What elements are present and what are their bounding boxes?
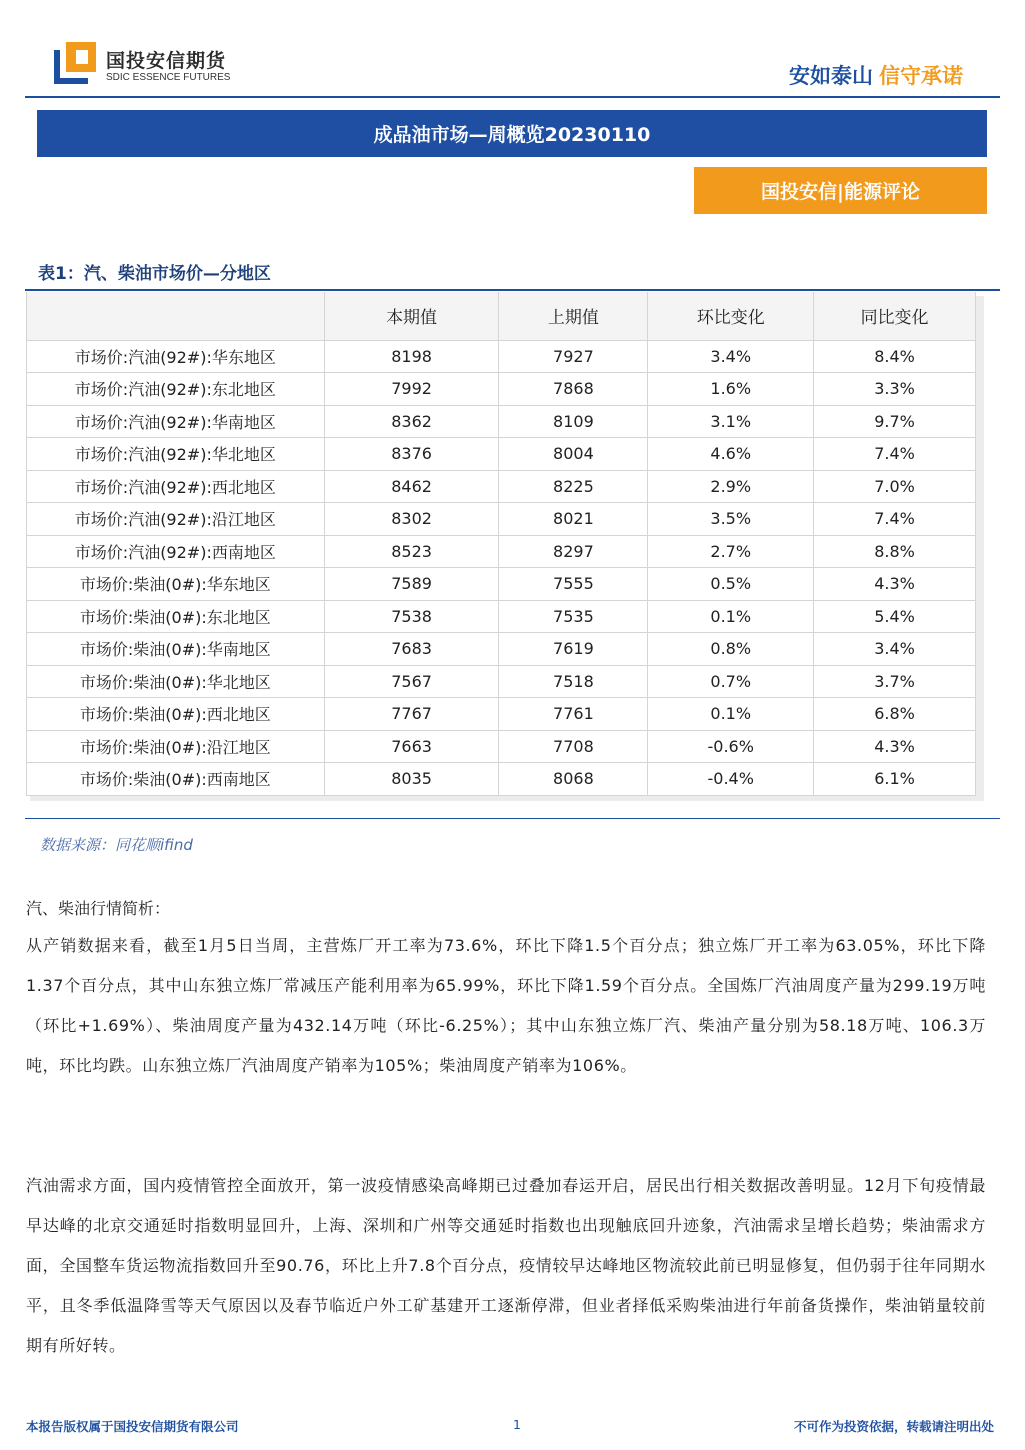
footer-copyright: 本报告版权属于国投安信期货有限公司 <box>26 1419 239 1434</box>
cell-current: 7767 <box>324 698 499 731</box>
table-row <box>27 438 976 471</box>
cell-region: 市场价:汽油(92#):东北地区 <box>27 373 325 406</box>
cell-region: 市场价:柴油(0#):沿江地区 <box>27 730 325 763</box>
cell-current: 8198 <box>324 340 499 373</box>
cell-yoy: 3.4% <box>814 633 976 666</box>
header-cell-wow: 环比变化 <box>648 292 814 340</box>
table-row <box>27 470 976 503</box>
analysis-title: 汽、柴油行情简析： <box>26 899 171 918</box>
cell-previous: 8021 <box>499 503 648 536</box>
cell-current: 7589 <box>324 568 499 601</box>
table-row <box>27 340 976 373</box>
table-shadow-bottom <box>30 795 984 801</box>
table-header-row <box>27 292 976 340</box>
cell-wow: -0.4% <box>648 763 814 796</box>
cell-previous: 8004 <box>499 438 648 471</box>
cell-wow: 3.5% <box>648 503 814 536</box>
cell-wow: 4.6% <box>648 438 814 471</box>
cell-region: 市场价:汽油(92#):沿江地区 <box>27 503 325 536</box>
cell-region: 市场价:柴油(0#):华北地区 <box>27 665 325 698</box>
cell-wow: 0.8% <box>648 633 814 666</box>
header-cell-region <box>27 292 325 340</box>
source-divider <box>25 818 1000 819</box>
cell-current: 7538 <box>324 600 499 633</box>
cell-previous: 7619 <box>499 633 648 666</box>
table-row <box>27 633 976 666</box>
header-cell-previous: 上期值 <box>499 292 648 340</box>
cell-region: 市场价:柴油(0#):东北地区 <box>27 600 325 633</box>
table-row <box>27 730 976 763</box>
cell-yoy: 3.7% <box>814 665 976 698</box>
slogan-part-a: 安如泰山 <box>789 64 873 88</box>
cell-current: 7992 <box>324 373 499 406</box>
cell-region: 市场价:柴油(0#):华南地区 <box>27 633 325 666</box>
footer-disclaimer: 不可作为投资依据，转载请注明出处 <box>793 1419 994 1434</box>
cell-previous: 7708 <box>499 730 648 763</box>
cell-current: 8302 <box>324 503 499 536</box>
header-cell-yoy: 同比变化 <box>814 292 976 340</box>
cell-region: 市场价:汽油(92#):华南地区 <box>27 405 325 438</box>
cell-wow: 0.7% <box>648 665 814 698</box>
cell-wow: 3.1% <box>648 405 814 438</box>
table-caption: 表1：汽、柴油市场价—分地区 <box>38 264 271 284</box>
table-row <box>27 698 976 731</box>
cell-previous: 8297 <box>499 535 648 568</box>
table-row <box>27 568 976 601</box>
table-row <box>27 373 976 406</box>
logo-name-en: SDIC ESSENCE FUTURES <box>106 72 231 83</box>
cell-yoy: 4.3% <box>814 568 976 601</box>
cell-current: 8523 <box>324 535 499 568</box>
cell-wow: 2.7% <box>648 535 814 568</box>
analysis-paragraph-2: 汽油需求方面，国内疫情管控全面放开，第一波疫情感染高峰期已过叠加春运开启，居民出行相关数据改善明显。12月下旬疫情最早达峰的北京交通延时指数明显回升，上海、深圳和广州等交通延时指数也出现触底回升迹象，汽油需求呈增长趋势；柴油需求方面，全国整车货运物流指数回升至90.76，环比上升7.8个百分点，疫情较早达峰地区物流较此前已明显修复，但仍弱于往年同期水平，且冬季低温降雪等天气原因以及春节临近户外工矿基建开工逐渐停滞，但业者择低采购柴油进行年前备货操作，柴油销量较前期有所好转。 <box>26 1176 986 1355</box>
cell-yoy: 6.8% <box>814 698 976 731</box>
cell-wow: 0.1% <box>648 698 814 731</box>
table-row <box>27 503 976 536</box>
cell-previous: 8068 <box>499 763 648 796</box>
cell-current: 7683 <box>324 633 499 666</box>
cell-current: 8462 <box>324 470 499 503</box>
cell-previous: 7868 <box>499 373 648 406</box>
slogan-part-b: 信守承诺 <box>879 64 963 88</box>
cell-current: 8035 <box>324 763 499 796</box>
cell-current: 8376 <box>324 438 499 471</box>
cell-current: 8362 <box>324 405 499 438</box>
cell-previous: 8109 <box>499 405 648 438</box>
report-title: 成品油市场—周概览20230110 <box>37 110 987 157</box>
cell-yoy: 7.4% <box>814 503 976 536</box>
company-logo <box>54 42 234 88</box>
cell-yoy: 6.1% <box>814 763 976 796</box>
cell-wow: 0.5% <box>648 568 814 601</box>
cell-region: 市场价:柴油(0#):西北地区 <box>27 698 325 731</box>
logo-mark-icon <box>54 42 98 84</box>
header-divider <box>25 96 1000 98</box>
cell-wow: 2.9% <box>648 470 814 503</box>
table-row <box>27 665 976 698</box>
page-number: 1 <box>513 1417 521 1432</box>
table-row <box>27 600 976 633</box>
cell-region: 市场价:汽油(92#):西南地区 <box>27 535 325 568</box>
cell-previous: 7518 <box>499 665 648 698</box>
cell-yoy: 7.0% <box>814 470 976 503</box>
table-row <box>27 763 976 796</box>
cell-region: 市场价:汽油(92#):西北地区 <box>27 470 325 503</box>
cell-previous: 8225 <box>499 470 648 503</box>
slogan <box>789 60 963 90</box>
analysis-paragraph-1: 从产销数据来看，截至1月5日当周，主营炼厂开工率为73.6%，环比下降1.5个百分点；独立炼厂开工率为63.05%，环比下降1.37个百分点，其中山东独立炼厂常减压产能利用率为65.99%，环比下降1.59个百分点。全国炼厂汽油周度产量为299.19万吨（环比+1.69%）、柴油周度产量为432.14万吨（环比-6.25%）；其中山东独立炼厂汽、柴油产量分别为58.18万吨、106.3万吨，环比均跌。山东独立炼厂汽油周度产销率为105%；柴油周度产销率为106%。 <box>26 936 986 1075</box>
table-row <box>27 535 976 568</box>
cell-current: 7663 <box>324 730 499 763</box>
cell-region: 市场价:汽油(92#):华东地区 <box>27 340 325 373</box>
cell-previous: 7555 <box>499 568 648 601</box>
cell-current: 7567 <box>324 665 499 698</box>
cell-wow: 1.6% <box>648 373 814 406</box>
report-tag: 国投安信|能源评论 <box>694 167 987 214</box>
cell-previous: 7927 <box>499 340 648 373</box>
cell-previous: 7761 <box>499 698 648 731</box>
cell-yoy: 8.4% <box>814 340 976 373</box>
cell-yoy: 3.3% <box>814 373 976 406</box>
cell-region: 市场价:柴油(0#):西南地区 <box>27 763 325 796</box>
data-source: 数据来源：同花顺ifind <box>40 836 193 854</box>
table-row <box>27 405 976 438</box>
cell-yoy: 4.3% <box>814 730 976 763</box>
cell-yoy: 7.4% <box>814 438 976 471</box>
cell-previous: 7535 <box>499 600 648 633</box>
cell-region: 市场价:柴油(0#):华东地区 <box>27 568 325 601</box>
cell-region: 市场价:汽油(92#):华北地区 <box>27 438 325 471</box>
cell-wow: 0.1% <box>648 600 814 633</box>
price-table <box>26 292 976 796</box>
logo-name-cn: 国投安信期货 <box>106 50 227 72</box>
cell-wow: -0.6% <box>648 730 814 763</box>
header-cell-current: 本期值 <box>324 292 499 340</box>
cell-yoy: 9.7% <box>814 405 976 438</box>
cell-wow: 3.4% <box>648 340 814 373</box>
table-shadow-right <box>976 296 984 799</box>
cell-yoy: 5.4% <box>814 600 976 633</box>
cell-yoy: 8.8% <box>814 535 976 568</box>
caption-divider <box>25 289 1000 291</box>
